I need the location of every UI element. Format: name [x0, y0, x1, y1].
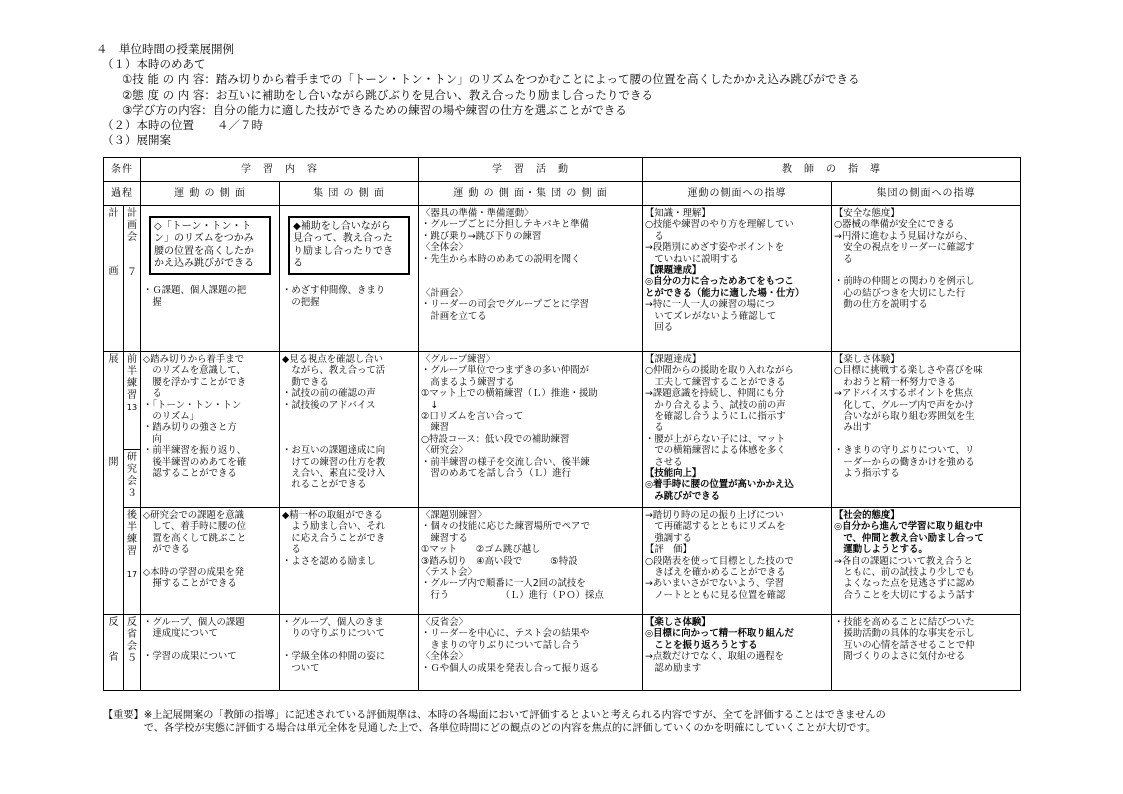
phase-planning-meeting: 計 画 会 ７	[124, 206, 141, 352]
col-header-group-aspect: 集 団 の 側 面	[280, 182, 419, 206]
first-half-exercise-guidance: 【課題達成】 ○仲間からの援助を取り入れながら 工夫して練習することができる →課題意識を持続し、仲間にも分 かり合えるよう、試技の前の声 を確認し合うようにＬに指示す る ・腰が上がらない子には、マット での横箱練習による体感を多く させる 【技能向上】 ◎着手時に腰の位置が高いかかえ込 み跳びができる	[643, 352, 832, 508]
planning-group-content	[280, 206, 419, 352]
stage-development: 展 開	[104, 352, 124, 615]
col-header-learning-activity: 学 習 活 動	[419, 158, 643, 182]
second-half-activity: 〈課題別練習〉 ・個々の技能に応じた練習場所でペアで 練習する ①マット ②ゴム跳び越し ③踏み切り ④高い段で ⑤特設 〈テスト会〉 ・グループ内で順番に一人2回の試技を 行う （Ｌ）進行（ＰＯ）採点	[419, 508, 643, 615]
col-header-process: 過程	[104, 182, 141, 206]
stage-planning: 計 画	[104, 206, 124, 352]
phase-first-half-practice: 前 半 練 習 13	[124, 352, 141, 450]
document-header	[96, 42, 859, 148]
reflection-activity: 〈反省会〉 ・リーダーを中心に、テスト会の結果や きまりの守りぶりについて話し合う 〈全体会〉 ・Ｇや個人の成果を発表し合って振り返る	[419, 615, 643, 691]
phase-reflection-meeting: 反 省 会 ５	[124, 615, 141, 691]
row-first-half	[104, 352, 1021, 450]
header-row-2	[104, 182, 1021, 206]
plan-heading: （３）展開案	[102, 133, 171, 148]
second-half-exercise-guidance: →踏切り時の足の振り上げについ て再確認するとともにリズムを 強調する 【評 価】 ○段階表を使って目標とした技ので きばえを確かめることができる →あいまいさがでないよう、学習 ノートとともに見る位置を確認	[643, 508, 832, 615]
col-header-group-guidance: 集団の側面への指導	[832, 182, 1021, 206]
col-header-exercise-aspect: 運 動 の 側 面	[141, 182, 280, 206]
first-half-group-guidance: 【楽しさ体験】 ○目標に挑戦する楽しさや喜びを味 わおうと精一杯努力できる →アドバイスするポイントを焦点 化して、グループ内で声をかけ 合いながら取り組む雰囲気を生 み出す ・きまりの守りぶりについて、リ ーダーからの働きかけを強める よう指示する	[832, 352, 1021, 508]
planning-activity: 〈器具の準備・準備運動〉 ・グループごとに分担しテキパキと準備 ・跳び乗り→跳び下りの練習 〈全体会〉 ・先生から本時のめあての説明を聞く 〈計画会〉 ・リーダーの司会でグループごとに学習 計画を立てる	[419, 206, 643, 352]
planning-group-sub: ・めざす仲間像、きまり の把握	[282, 285, 386, 308]
second-half-exercise-content: ◇研究会での課題を意識 して、着手時に腰の位 置を高くして跳ぶこと ができる ◇本時の学習の成果を発 揮することができる	[141, 508, 280, 615]
second-half-group-guidance: 【社会的態度】 ◎自分から進んで学習に取り組む中 で、仲間と教え合い励まし合って 運動しようとする。 →各自の課題について教え合うと ともに、前の試技より少しでも よくなった点を見逃さずに認め 合うことを大切にするよう話す	[832, 508, 1021, 615]
header-row-1	[104, 158, 1021, 182]
lesson-position: （２）本時の位置 ４／７時	[102, 118, 263, 133]
planning-exercise-content	[141, 206, 280, 352]
planning-exercise-sub: ・Ｇ課題、個人課題の把 握	[143, 285, 247, 308]
stage-reflection: 反 省	[104, 615, 124, 691]
goals-heading: （１）本時のめあて	[102, 57, 206, 72]
first-half-activity: 〈グループ練習〉 ・グループ単位でつまずきの多い仲間が 高まるよう練習する ①マット上での横箱練習（Ｌ）推進・援助 ↓ ②口リズムを言い合って 練習 ○特設コース：低い段での補助練習 〈研究会〉 ・前半練習の様子を交流し合い、後半練 習のめあてを話し合う（Ｌ）進行	[419, 352, 643, 508]
planning-group-guidance: 【安全な態度】 ○器械の準備が安全にできる →円滑に進むよう見届けながら、 安全の視点をリーダーに確認す る ・前時の仲間との関わりを例示し 心の結びつきを大切にした行 動の仕方を説明する	[832, 206, 1021, 352]
col-header-both-aspects: 運 動 の 側 面・集 団 の 側 面	[419, 182, 643, 206]
exercise-goal-box: ◇「トーン・トン・ト ン」のリズムをつかみ 腰の位置を高くしたか かえ込み跳びができる	[149, 216, 271, 275]
reflection-exercise-content: ・グループ、個人の課題 達成度について ・学習の成果について	[141, 615, 280, 691]
goal-skill: ①技 能 の 内 容：踏み切りから着手までの「トーン・トン・トン」のリズムをつかむことによって腰の位置を高くしたかかえ込み跳びができる	[122, 72, 860, 87]
reflection-group-guidance: ・技能を高めることに結びついた 援助活動の具体的な事実を示し 互いの心情を話させることで仲 間づくりのよさに気付かせる	[832, 615, 1021, 691]
first-half-group-content: ◆見る視点を確認し合い ながら、教え合って活 動できる ・試技の前の確認の声 ・試技後のアドバイス ・お互いの課題達成に向 けての練習の仕方を教 え合い、素直に受け入 れることができる	[280, 352, 419, 508]
reflection-group-content: ・グループ、個人のきま りの守りぶりについて ・学級全体の仲間の姿に ついて	[280, 615, 419, 691]
col-header-condition: 条件	[104, 158, 141, 182]
phase-study-meeting: 研 究 会 ３	[124, 450, 141, 508]
reflection-exercise-guidance: 【楽しさ体験】 ◎目標に向かって精一杯取り組んだ ことを振り返ろうとする →点数だけでなく、取組の過程を 認め励ます	[643, 615, 832, 691]
lesson-plan-table	[103, 157, 1021, 691]
col-header-learning-content	[141, 158, 419, 182]
row-reflection	[104, 615, 1021, 691]
section-title: ４ 単位時間の授業展開例	[96, 42, 234, 56]
row-second-half	[104, 508, 1021, 615]
phase-second-half-practice: 後 半 練 習 17	[124, 508, 141, 615]
learning-content-label: 学 習 内 容	[241, 163, 318, 175]
col-header-exercise-guidance: 運動の側面への指導	[643, 182, 832, 206]
first-half-exercise-content: ◇踏み切りから着手まで のリズムを意識して、 腰を浮かすことができ る ・「トーン・トン・トン のリズム」 ・踏み切りの強さと方 向 ・前半練習を振り返り、 後半練習のめあてを確 認することができる	[141, 352, 280, 508]
row-planning	[104, 206, 1021, 352]
planning-exercise-guidance: 【知識・理解】 ○技能や練習のやり方を理解してい る →段階別にめざす姿やポイントを ていねいに説明する 【課題達成】 ◎自分の力に合っためあてをもつこ とができる（能力に適した場・仕方） →特に一人一人の練習の場につ いてズレがないよう確認して 回る	[643, 206, 832, 352]
important-note: 【重要】※上記展開案の「教師の指導」に記述されている評価規準は、本時の各場面において評価するとよいと考えられる内容ですが、全てを評価することはできませんの で、各学校が実態に評価する場合は単元全体を見通した上で、各単位時間にどの観点のどの内容を焦点的に評価していくのかを明確にしていくことが大切です。	[103, 710, 886, 735]
col-header-teacher-guidance: 教 師 の 指 導	[643, 158, 1021, 182]
second-half-group-content: ◆精一杯の取組ができる よう励まし合い、それ に応え合うことができ る ・よさを認める励まし	[280, 508, 419, 615]
goal-learning: ③学び方の内容：自分の能力に適した技ができるための練習の場や練習の仕方を選ぶことができる	[122, 102, 627, 117]
goal-attitude: ②態 度 の 内 容：お互いに補助をし合いながら跳びぶりを見合い、教え合ったり励まし合ったりできる	[122, 87, 653, 102]
group-goal-box: ◆補助をし合いながら 見合って、教え合った り励まし合ったりでき る	[288, 216, 410, 275]
